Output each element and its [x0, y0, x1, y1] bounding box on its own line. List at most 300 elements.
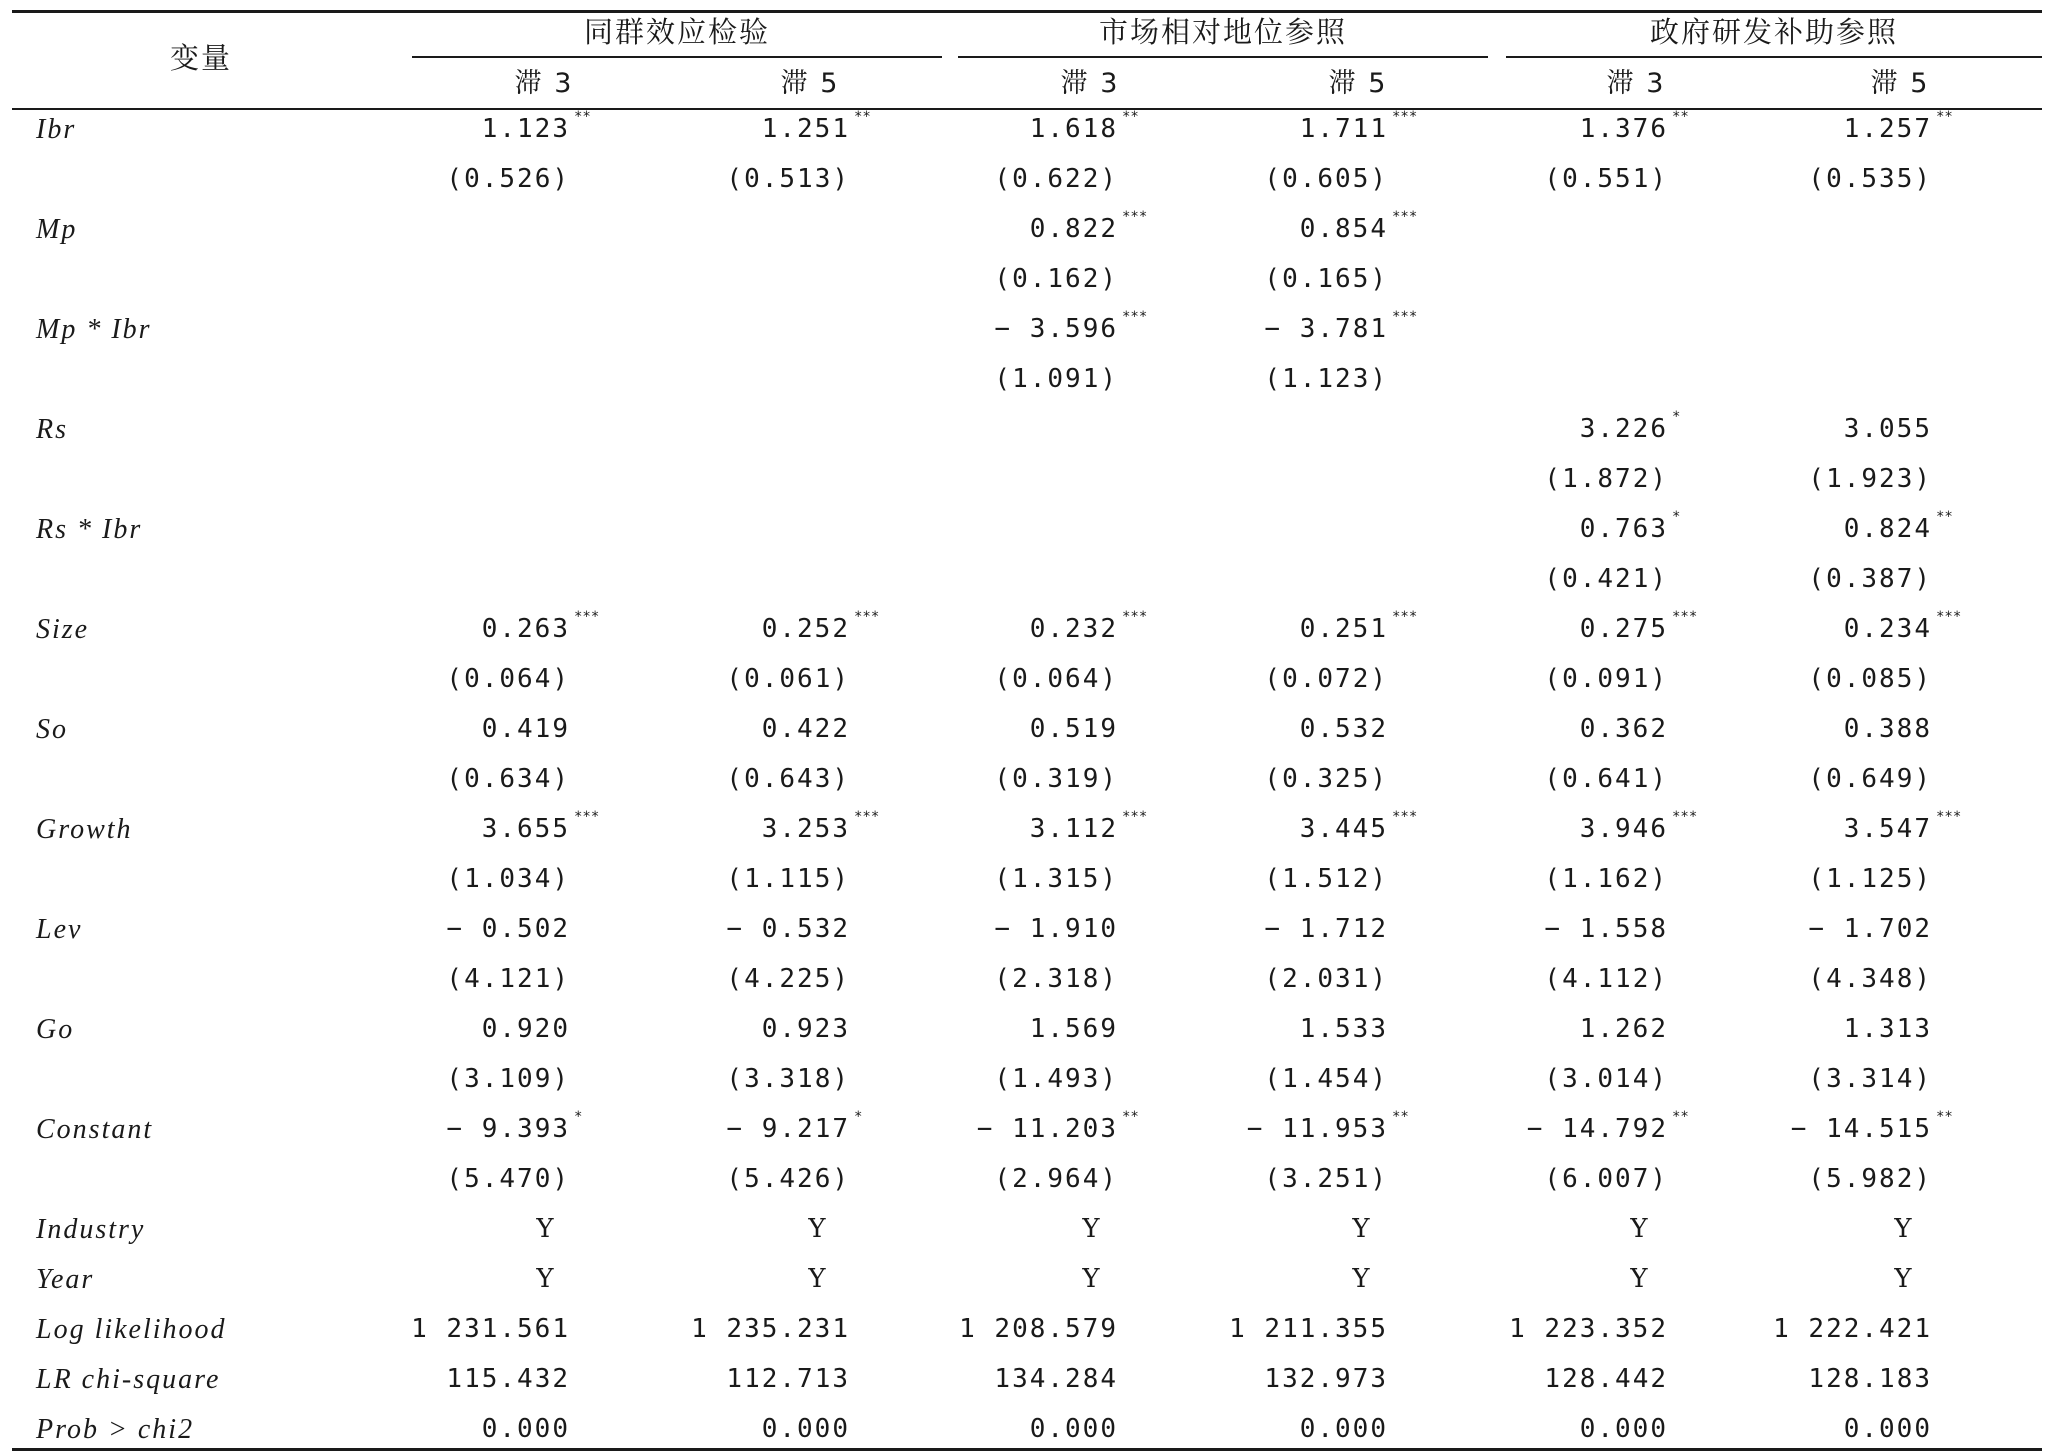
table-cell [1408, 1166, 1668, 1192]
table-cell [1128, 1416, 1388, 1442]
table-cell [1128, 766, 1388, 792]
cell-value: (5.426) [726, 1164, 850, 1194]
table-cell [1408, 809, 1698, 844]
cell-value: 0.419 [481, 714, 570, 744]
top-rule [12, 10, 2042, 13]
table-cell [1672, 916, 1932, 942]
cell-value: (1.125) [1808, 864, 1932, 894]
table-cell [1844, 1216, 1964, 1242]
cell-value: − 0.532 [726, 914, 850, 944]
subheader-lag5-c: 滞 5 [1870, 68, 1930, 99]
table-cell [858, 666, 1118, 692]
cell-value: 1 222.421 [1773, 1314, 1932, 1344]
table-cell [310, 1166, 570, 1192]
cell-value: 0.251 [1299, 614, 1388, 644]
cell-value: 0.362 [1579, 714, 1668, 744]
table-cell [310, 809, 600, 844]
table-cell [590, 109, 871, 144]
table-cell [1128, 916, 1388, 942]
cell-value: 0.000 [1579, 1414, 1668, 1444]
table-cell [1408, 916, 1668, 942]
bottom-rule [12, 1448, 2042, 1451]
table-cell [1672, 766, 1932, 792]
cell-value: 1.569 [1029, 1014, 1118, 1044]
cell-value: 1 208.579 [959, 1314, 1118, 1344]
table-cell [310, 966, 570, 992]
subheader-lag3-b: 滞 3 [1060, 68, 1120, 99]
table-cell [1408, 766, 1668, 792]
cell-value: (2.964) [994, 1164, 1118, 1194]
cell-value: 0.234 [1843, 614, 1932, 644]
table-cell [1672, 866, 1932, 892]
significance-stars: ** [1392, 1109, 1409, 1125]
cell-value: 1 211.355 [1229, 1314, 1388, 1344]
row-label: Size [36, 614, 90, 645]
table-cell [310, 766, 570, 792]
cell-value: Y [1082, 1214, 1102, 1244]
significance-stars: ** [574, 109, 591, 125]
significance-stars: ** [854, 109, 871, 125]
cell-value: (0.072) [1264, 664, 1388, 694]
table-cell [1128, 1166, 1388, 1192]
table-cell [1672, 1316, 1932, 1342]
table-cell [858, 166, 1118, 192]
table-cell [858, 309, 1148, 344]
table-cell [1408, 966, 1668, 992]
table-cell [590, 766, 850, 792]
table-cell [310, 109, 591, 144]
cell-value: Y [1352, 1214, 1372, 1244]
row-label: LR chi-square [36, 1364, 221, 1395]
cell-value: (0.643) [726, 764, 850, 794]
cell-value: 0.824 [1843, 514, 1932, 544]
table-cell [1128, 1066, 1388, 1092]
table-cell [858, 866, 1118, 892]
table-cell [590, 866, 850, 892]
row-label: Rs * Ibr [36, 514, 143, 545]
cell-value: 0.763 [1579, 514, 1668, 544]
cell-value: (1.872) [1544, 464, 1668, 494]
cell-value: − 3.781 [1264, 314, 1388, 344]
row-label: Rs [36, 414, 68, 445]
cell-value: (4.112) [1544, 964, 1668, 994]
cell-value: (4.225) [726, 964, 850, 994]
significance-stars: ** [1672, 109, 1689, 125]
cell-value: 0.263 [481, 614, 570, 644]
table-cell [858, 966, 1118, 992]
table-cell [858, 809, 1148, 844]
table-cell [1408, 1366, 1668, 1392]
variable-header: 变量 [170, 41, 233, 75]
cell-value: (4.121) [446, 964, 570, 994]
subheader-lag5-b: 滞 5 [1328, 68, 1388, 99]
cell-value: (0.535) [1808, 164, 1932, 194]
cell-value: (4.348) [1808, 964, 1932, 994]
cell-value: 0.532 [1299, 714, 1388, 744]
significance-stars: *** [1392, 609, 1418, 625]
cell-value: − 14.515 [1790, 1114, 1932, 1144]
cell-value: (3.014) [1544, 1064, 1668, 1094]
table-cell [858, 916, 1118, 942]
cell-value: (0.622) [994, 164, 1118, 194]
table-cell [590, 666, 850, 692]
significance-stars: *** [1672, 609, 1698, 625]
significance-stars: *** [1122, 809, 1148, 825]
cell-value: Y [808, 1264, 828, 1294]
cell-value: Y [536, 1264, 556, 1294]
cell-value: (0.165) [1264, 264, 1388, 294]
cell-value: Y [1894, 1214, 1914, 1244]
table-cell [1408, 109, 1689, 144]
table-cell [1128, 1316, 1388, 1342]
group-header-gov-subsidy: 政府研发补助参照 [1649, 15, 1898, 49]
row-label: Constant [36, 1114, 154, 1145]
table-cell [1672, 966, 1932, 992]
significance-stars: ** [1936, 109, 1953, 125]
cell-value: Y [1352, 1264, 1372, 1294]
row-label: Mp * Ibr [36, 314, 152, 345]
cell-value: (0.634) [446, 764, 570, 794]
cell-value: 1.123 [481, 114, 570, 144]
cell-value: − 3.596 [994, 314, 1118, 344]
table-cell [590, 609, 880, 644]
cell-value: (0.513) [726, 164, 850, 194]
cell-value: (5.470) [446, 1164, 570, 1194]
table-cell [858, 1166, 1118, 1192]
cell-value: 0.275 [1579, 614, 1668, 644]
table-cell [1408, 1109, 1689, 1144]
table-cell [858, 1316, 1118, 1342]
group-header-market-position: 市场相对地位参照 [1098, 15, 1347, 49]
cell-value: 0.822 [1029, 214, 1118, 244]
table-cell [1408, 609, 1698, 644]
cell-value: (3.314) [1808, 1064, 1932, 1094]
cell-value: (2.318) [994, 964, 1118, 994]
cell-value: − 1.910 [994, 914, 1118, 944]
significance-stars: ** [1936, 509, 1953, 525]
significance-stars: * [854, 1109, 863, 1125]
cell-value: (0.649) [1808, 764, 1932, 794]
cell-value: (0.551) [1544, 164, 1668, 194]
cell-value: − 1.702 [1808, 914, 1932, 944]
table-cell [1672, 1166, 1932, 1192]
cell-value: − 1.712 [1264, 914, 1388, 944]
table-cell [1128, 609, 1418, 644]
cell-value: (1.454) [1264, 1064, 1388, 1094]
table-cell [1408, 1016, 1668, 1042]
table-cell [858, 1109, 1139, 1144]
cell-value: 112.713 [726, 1364, 850, 1394]
table-cell [858, 266, 1118, 292]
table-cell [590, 1366, 850, 1392]
cell-value: (3.318) [726, 1064, 850, 1094]
cell-value: 1.533 [1299, 1014, 1388, 1044]
row-label: Ibr [36, 114, 77, 145]
cell-value: (1.123) [1264, 364, 1388, 394]
table-cell [1408, 1066, 1668, 1092]
cell-value: 1.376 [1579, 114, 1668, 144]
table-cell [590, 1109, 863, 1144]
table-cell [858, 1366, 1118, 1392]
cell-value: 0.000 [1029, 1414, 1118, 1444]
table-cell [310, 866, 570, 892]
table-cell [858, 1016, 1118, 1042]
table-cell [1672, 166, 1932, 192]
table-cell [1408, 509, 1681, 544]
table-cell [1672, 1366, 1932, 1392]
significance-stars: *** [1392, 309, 1418, 325]
table-cell [1672, 609, 1962, 644]
subheader-lag3-c: 滞 3 [1606, 68, 1666, 99]
cell-value: (0.319) [994, 764, 1118, 794]
table-cell [590, 1416, 850, 1442]
cell-value: (0.061) [726, 664, 850, 694]
cell-value: 0.232 [1029, 614, 1118, 644]
cell-value: 0.519 [1029, 714, 1118, 744]
significance-stars: * [574, 1109, 583, 1125]
table-cell [1580, 1266, 1700, 1292]
cell-value: (0.421) [1544, 564, 1668, 594]
significance-stars: *** [1936, 609, 1962, 625]
table-cell [590, 1066, 850, 1092]
cell-value: (1.315) [994, 864, 1118, 894]
table-cell [858, 1066, 1118, 1092]
cell-value: 0.000 [761, 1414, 850, 1444]
table-cell [1672, 109, 1953, 144]
significance-stars: *** [854, 809, 880, 825]
cell-value: Y [1630, 1264, 1650, 1294]
cell-value: (2.031) [1264, 964, 1388, 994]
table-cell [1128, 1366, 1388, 1392]
cell-value: 132.973 [1264, 1364, 1388, 1394]
cell-value: 3.946 [1579, 814, 1668, 844]
cell-value: (1.162) [1544, 864, 1668, 894]
cell-value: (0.526) [446, 164, 570, 194]
table-cell [1128, 209, 1418, 244]
cell-value: 0.252 [761, 614, 850, 644]
table-cell [1128, 166, 1388, 192]
cell-value: Y [1082, 1264, 1102, 1294]
cell-value: (0.387) [1808, 564, 1932, 594]
cell-value: 134.284 [994, 1364, 1118, 1394]
cell-value: (1.512) [1264, 864, 1388, 894]
table-cell [858, 1416, 1118, 1442]
cell-value: 1.257 [1843, 114, 1932, 144]
cell-value: 0.000 [481, 1414, 570, 1444]
cell-value: (1.493) [994, 1064, 1118, 1094]
table-cell [590, 166, 850, 192]
table-cell [1128, 809, 1418, 844]
cell-value: 1 223.352 [1509, 1314, 1668, 1344]
table-cell [1672, 509, 1953, 544]
table-cell [1128, 109, 1418, 144]
table-cell [590, 1166, 850, 1192]
group-rule-1 [412, 56, 942, 58]
table-cell [1844, 1266, 1964, 1292]
significance-stars: ** [1122, 109, 1139, 125]
header-rule [12, 108, 2042, 110]
table-cell [1408, 1316, 1668, 1342]
cell-value: (0.064) [994, 664, 1118, 694]
cell-value: 0.388 [1843, 714, 1932, 744]
group-header-peer-effect: 同群效应检验 [583, 15, 770, 49]
table-cell [1128, 1109, 1409, 1144]
table-cell [858, 766, 1118, 792]
table-cell [310, 716, 570, 742]
table-cell [1128, 666, 1388, 692]
cell-value: 3.253 [761, 814, 850, 844]
table-cell [1128, 966, 1388, 992]
table-cell [310, 166, 570, 192]
cell-value: (0.085) [1808, 664, 1932, 694]
significance-stars: *** [574, 809, 600, 825]
significance-stars: *** [1122, 209, 1148, 225]
cell-value: 3.226 [1579, 414, 1668, 444]
cell-value: 3.655 [481, 814, 570, 844]
cell-value: − 9.393 [446, 1114, 570, 1144]
cell-value: (1.115) [726, 864, 850, 894]
cell-value: (0.162) [994, 264, 1118, 294]
table-cell [310, 1316, 570, 1342]
table-cell [1128, 366, 1388, 392]
row-label: Growth [36, 814, 133, 845]
table-cell [1128, 266, 1388, 292]
cell-value: 3.547 [1843, 814, 1932, 844]
cell-value: 1.711 [1299, 114, 1388, 144]
table-cell [1032, 1216, 1152, 1242]
significance-stars: ** [1122, 1109, 1139, 1125]
table-cell [486, 1266, 606, 1292]
cell-value: (6.007) [1544, 1164, 1668, 1194]
significance-stars: * [1672, 509, 1681, 525]
cell-value: 0.923 [761, 1014, 850, 1044]
significance-stars: ** [1936, 1109, 1953, 1125]
cell-value: 0.000 [1843, 1414, 1932, 1444]
significance-stars: *** [1672, 809, 1698, 825]
table-cell [590, 1016, 850, 1042]
cell-value: 0.854 [1299, 214, 1388, 244]
cell-value: Y [808, 1214, 828, 1244]
cell-value: 1.618 [1029, 114, 1118, 144]
cell-value: (1.091) [994, 364, 1118, 394]
table-cell [1408, 866, 1668, 892]
cell-value: Y [536, 1214, 556, 1244]
cell-value: 1.262 [1579, 1014, 1668, 1044]
table-cell [310, 666, 570, 692]
row-label: Log likelihood [36, 1314, 227, 1345]
table-cell [1408, 666, 1668, 692]
table-cell [1128, 1016, 1388, 1042]
table-cell [1672, 809, 1962, 844]
table-cell [1672, 566, 1932, 592]
significance-stars: *** [1392, 109, 1418, 125]
table-cell [1672, 1416, 1932, 1442]
cell-value: 3.445 [1299, 814, 1388, 844]
table-cell [1672, 666, 1932, 692]
table-cell [310, 916, 570, 942]
table-cell [1672, 716, 1932, 742]
table-cell [590, 916, 850, 942]
row-label: Go [36, 1014, 75, 1045]
cell-value: (5.982) [1808, 1164, 1932, 1194]
cell-value: − 11.203 [976, 1114, 1118, 1144]
table-cell [590, 1316, 850, 1342]
table-cell [758, 1216, 878, 1242]
table-cell [1672, 1016, 1932, 1042]
table-cell [310, 1016, 570, 1042]
cell-value: − 0.502 [446, 914, 570, 944]
cell-value: − 9.217 [726, 1114, 850, 1144]
row-label: Year [36, 1264, 95, 1295]
significance-stars: *** [1392, 209, 1418, 225]
significance-stars: * [1672, 409, 1681, 425]
significance-stars: *** [1122, 609, 1148, 625]
table-cell [1408, 566, 1668, 592]
row-label: Prob > chi2 [36, 1414, 195, 1445]
table-cell [1672, 466, 1932, 492]
significance-stars: *** [854, 609, 880, 625]
cell-value: 1.313 [1843, 1014, 1932, 1044]
cell-value: − 11.953 [1246, 1114, 1388, 1144]
table-cell [590, 716, 850, 742]
cell-value: 3.055 [1843, 414, 1932, 444]
cell-value: 128.442 [1544, 1364, 1668, 1394]
significance-stars: *** [1936, 809, 1962, 825]
cell-value: (0.091) [1544, 664, 1668, 694]
cell-value: 128.183 [1808, 1364, 1932, 1394]
table-cell [1408, 166, 1668, 192]
table-cell [590, 966, 850, 992]
cell-value: 1 231.561 [411, 1314, 570, 1344]
significance-stars: *** [574, 609, 600, 625]
row-label: Industry [36, 1214, 146, 1245]
table-cell [590, 809, 880, 844]
row-label: Lev [36, 914, 83, 945]
cell-value: 0.422 [761, 714, 850, 744]
cell-value: (3.109) [446, 1064, 570, 1094]
cell-value: Y [1894, 1264, 1914, 1294]
cell-value: (0.325) [1264, 764, 1388, 794]
table-cell [1128, 309, 1418, 344]
cell-value: (0.605) [1264, 164, 1388, 194]
table-cell [1408, 716, 1668, 742]
cell-value: 1 235.231 [691, 1314, 850, 1344]
table-cell [1128, 866, 1388, 892]
table-cell [1032, 1266, 1152, 1292]
table-cell [758, 1266, 878, 1292]
table-cell [858, 209, 1148, 244]
group-rule-2 [958, 56, 1488, 58]
table-cell [858, 109, 1139, 144]
table-cell [1408, 1416, 1668, 1442]
cell-value: 115.432 [446, 1364, 570, 1394]
row-label: So [36, 714, 68, 745]
cell-value: (1.034) [446, 864, 570, 894]
cell-value: − 14.792 [1526, 1114, 1668, 1144]
table-cell [1408, 466, 1668, 492]
subheader-lag3-a: 滞 3 [514, 68, 574, 99]
cell-value: − 1.558 [1544, 914, 1668, 944]
table-cell [1672, 416, 1932, 442]
table-cell [1302, 1266, 1422, 1292]
significance-stars: ** [1672, 1109, 1689, 1125]
table-cell [310, 1109, 583, 1144]
table-cell [1672, 1109, 1953, 1144]
subheader-lag5-a: 滞 5 [780, 68, 840, 99]
cell-value: (0.064) [446, 664, 570, 694]
table-cell [310, 609, 600, 644]
row-label: Mp [36, 214, 78, 245]
